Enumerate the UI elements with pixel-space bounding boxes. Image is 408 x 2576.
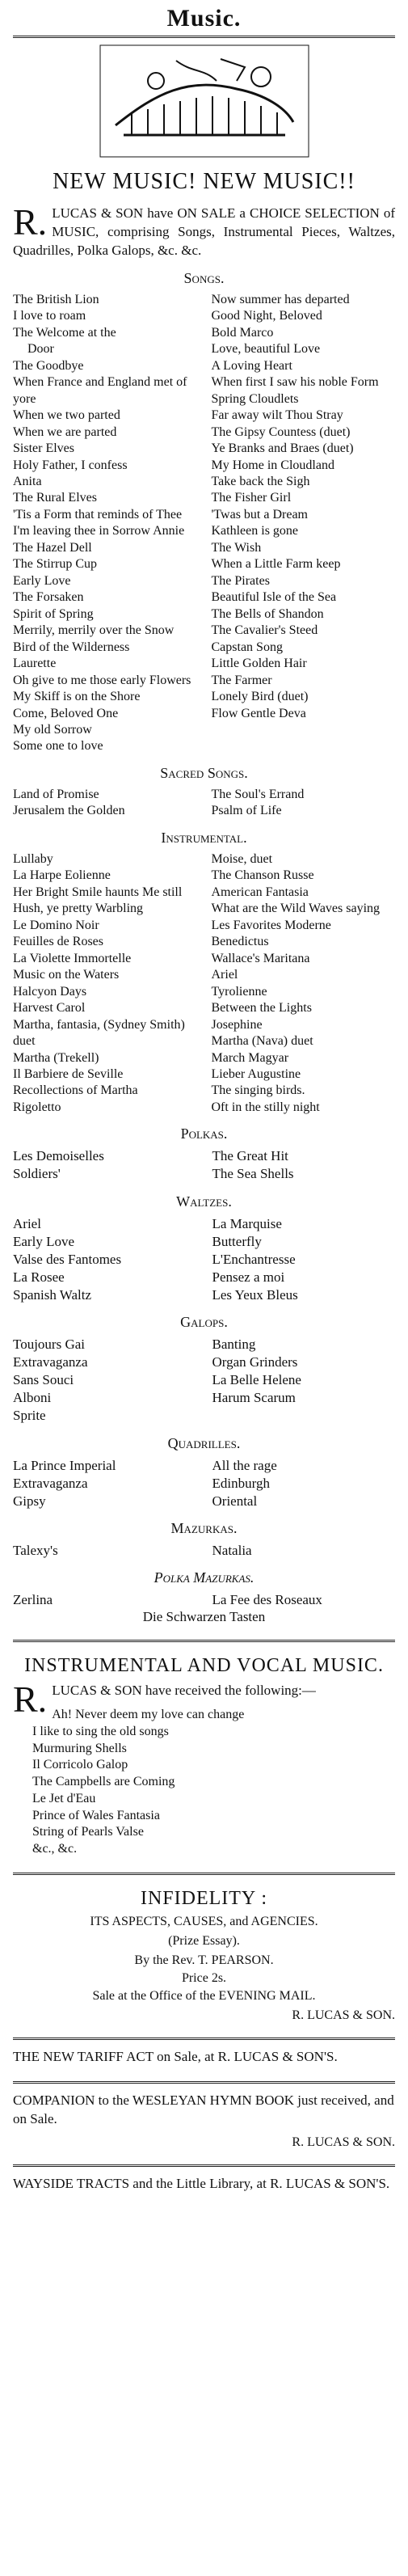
- intro-text: LUCAS & SON have ON SALE a CHOICE SELECTION of MUSIC, comprising Songs, Instrumental Pieces, Waltzes, Quadrilles, Polka Galops, &c. &c.: [13, 205, 395, 258]
- song-item: The Gipsy Countess (duet): [211, 424, 351, 439]
- instrumental-item: Halcyon Days: [13, 984, 87, 999]
- hymn-signature: R. LUCAS & SON.: [292, 2135, 395, 2149]
- quadrilles-title: Quadrilles.: [167, 1434, 241, 1451]
- song-item: Come, Beloved One: [13, 706, 119, 720]
- song-item: The Stirrup Cup: [13, 557, 97, 572]
- songs-title: Songs.: [183, 269, 225, 286]
- quadrille-item: All the rage: [212, 1457, 277, 1473]
- polka-mazurkas-columns: [13, 1591, 395, 1609]
- mazurkas-title: Mazurkas.: [170, 1519, 238, 1536]
- instrumental-vocal-item: Murmuring Shells: [32, 1741, 127, 1755]
- infidelity-sale: Sale at the Office of the EVENING MAIL.: [92, 1989, 316, 2004]
- instrumental-item: Lieber Augustine: [211, 1066, 301, 1081]
- dropcap-2: R.: [13, 1678, 48, 1720]
- instrumental-item: Oft in the stilly night: [211, 1100, 320, 1114]
- instrumental-title: Instrumental.: [161, 829, 247, 846]
- instrumental-item: Feuilles de Roses: [13, 935, 103, 949]
- songs-left-list: [13, 292, 197, 755]
- song-item: I love to roam: [13, 309, 86, 323]
- divider-2: [13, 1873, 395, 1875]
- waltz-item: Valse des Fantomes: [13, 1251, 122, 1267]
- song-item: Lonely Bird (duet): [211, 690, 309, 704]
- instrumental-item: The singing birds.: [211, 1083, 305, 1098]
- mazurkas-right: [212, 1542, 396, 1560]
- instrumental-item: Between the Lights: [211, 1001, 312, 1016]
- infidelity-line2: (Prize Essay).: [168, 1934, 240, 1949]
- song-item: The Forsaken: [13, 590, 84, 605]
- song-item: When France and England met of yore: [13, 375, 187, 406]
- instrumental-vocal-item: Ah! Never deem my love can change: [52, 1707, 245, 1721]
- song-item: A Loving Heart: [211, 358, 292, 373]
- song-item: Oh give to me those early Flowers: [13, 673, 191, 687]
- song-item: The Welcome at the: [13, 325, 116, 340]
- instrumental-vocal-item: I like to sing the old songs: [32, 1724, 169, 1738]
- song-item: When we two parted: [13, 408, 120, 423]
- music-instruments-illustration-icon: [99, 44, 309, 158]
- polka-mazurkas-title: Polka Mazurkas.: [154, 1569, 254, 1586]
- song-item: Some one to love: [13, 739, 103, 754]
- instrumental-item: Recollections of Martha: [13, 1083, 138, 1098]
- galops-left: [13, 1336, 196, 1425]
- sacred-right-list: [212, 787, 396, 820]
- songs-columns: [13, 292, 395, 755]
- instrumental-item: La Harpe Eolienne: [13, 868, 111, 883]
- page-title: Music.: [166, 5, 242, 32]
- song-item: My Home in Cloudland: [211, 458, 334, 472]
- polkas-right: [212, 1147, 396, 1183]
- galops-columns: [13, 1336, 395, 1425]
- instrumental-item: Harvest Carol: [13, 1001, 86, 1016]
- song-item: Sister Elves: [13, 441, 74, 456]
- instrumental-left-list: [13, 851, 197, 1117]
- infidelity-notice: [13, 1888, 395, 2023]
- polkas-title: Polkas.: [180, 1125, 228, 1142]
- instrumental-vocal-item: String of Pearls Valse: [32, 1825, 144, 1839]
- infidelity-author: By the Rev. T. PEARSON.: [134, 1953, 274, 1968]
- polka-mazurkas-left: [13, 1591, 196, 1609]
- waltz-item: Pensez a moi: [212, 1269, 285, 1285]
- instrumental-item: Her Bright Smile haunts Me still: [13, 885, 183, 899]
- song-item: The Goodbye: [13, 358, 84, 373]
- polkas-columns: [13, 1147, 395, 1183]
- instrumental-item: What are the Wild Waves saying: [211, 902, 381, 916]
- song-item: When we are parted: [13, 424, 117, 439]
- song-item: Little Golden Hair: [211, 657, 307, 671]
- song-item: Love, beautiful Love: [211, 342, 321, 357]
- polkas-left: [13, 1147, 196, 1183]
- polka-item: Les Demoiselles: [13, 1148, 104, 1164]
- instrumental-item: Les Favorites Moderne: [211, 918, 331, 932]
- instrumental-item: American Fantasia: [211, 885, 309, 899]
- galops-right: [212, 1336, 396, 1425]
- galop-item: Sprite: [13, 1408, 46, 1424]
- polka-item: The Great Hit: [212, 1148, 288, 1164]
- infidelity-line1: ITS ASPECTS, CAUSES, and AGENCIES.: [90, 1915, 318, 1929]
- song-item: Door: [27, 342, 54, 357]
- galops-title: Galops.: [180, 1314, 228, 1331]
- song-item: The Bells of Shandon: [211, 606, 324, 621]
- waltz-item: La Marquise: [212, 1215, 282, 1231]
- mazurkas-columns: [13, 1542, 395, 1560]
- galop-item: Toujours Gai: [13, 1337, 85, 1353]
- quadrilles-columns: [13, 1457, 395, 1510]
- galop-item: Alboni: [13, 1390, 52, 1406]
- instrumental-vocal-intro-text: LUCAS & SON have received the following:—: [52, 1682, 316, 1698]
- page-header: [13, 5, 395, 38]
- galop-item: La Belle Helene: [212, 1372, 301, 1388]
- song-item: Capstan Song: [211, 640, 283, 654]
- galop-item: Banting: [212, 1337, 256, 1353]
- polka-mazurka-item: La Fee des Roseaux: [212, 1591, 322, 1607]
- instrumental-vocal-heading: INSTRUMENTAL AND VOCAL MUSIC.: [24, 1654, 384, 1676]
- hymn-notice: COMPANION to the WESLEYAN HYMN BOOK just received, and on Sale.: [13, 2092, 394, 2126]
- instrumental-item: Hush, ye pretty Warbling: [13, 902, 144, 916]
- waltz-item: Ariel: [13, 1215, 41, 1231]
- waltz-item: Spanish Waltz: [13, 1286, 92, 1303]
- song-item: Kathleen is gone: [211, 524, 299, 538]
- instrumental-vocal-item: The Campbells are Coming: [32, 1775, 175, 1789]
- song-item: Bold Marco: [211, 325, 274, 340]
- divider-4: [13, 2081, 395, 2084]
- instrumental-vocal-item: Le Jet d'Eau: [32, 1791, 96, 1805]
- sacred-songs-title: Sacred Songs.: [160, 764, 248, 781]
- instrumental-item: Martha, fantasia, (Sydney Smith) duet: [13, 1017, 185, 1049]
- tariff-notice: THE NEW TARIFF ACT on Sale, at R. LUCAS & SON'S.: [13, 2049, 338, 2065]
- waltz-item: La Rosee: [13, 1269, 65, 1285]
- quadrille-item: Extravaganza: [13, 1475, 88, 1491]
- song-item: The Rural Elves: [13, 491, 97, 505]
- instrumental-item: March Magyar: [211, 1050, 289, 1065]
- instrumental-item: The Chanson Russe: [211, 868, 314, 883]
- waltzes-right: [212, 1215, 396, 1304]
- galop-item: Extravaganza: [13, 1354, 88, 1370]
- polka-mazurkas-center: Die Schwarzen Tasten: [142, 1608, 266, 1624]
- song-item: Good Night, Beloved: [211, 309, 322, 323]
- waltz-item: Early Love: [13, 1233, 74, 1249]
- banner: [13, 44, 395, 158]
- song-item: Beautiful Isle of the Sea: [211, 590, 337, 605]
- sacred-song-item: Jerusalem the Golden: [13, 804, 125, 818]
- instrumental-vocal-item: Prince of Wales Fantasia: [32, 1808, 160, 1822]
- song-item: When first I saw his noble Form: [211, 375, 379, 390]
- quadrilles-right: [212, 1457, 396, 1510]
- polka-item: Soldiers': [13, 1166, 61, 1182]
- song-item: Now summer has departed: [211, 292, 350, 306]
- instrumental-item: Le Domino Noir: [13, 918, 99, 932]
- instrumental-vocal-item: &c., &c.: [32, 1842, 78, 1856]
- quadrille-item: La Prince Imperial: [13, 1457, 116, 1473]
- instrumental-item: Ariel: [211, 968, 238, 982]
- instrumental-item: Lullaby: [13, 851, 53, 866]
- instrumental-item: Martha (Nava) duet: [211, 1034, 313, 1049]
- instrumental-item: Moise, duet: [211, 851, 273, 866]
- instrumental-vocal-notice: [13, 1655, 395, 1858]
- song-item: Spirit of Spring: [13, 606, 94, 621]
- song-item: The Fisher Girl: [211, 491, 292, 505]
- song-item: The Farmer: [211, 673, 272, 687]
- sacred-columns: [13, 787, 395, 820]
- instrumental-item: Music on the Waters: [13, 968, 120, 982]
- waltz-item: Butterfly: [212, 1233, 262, 1249]
- instrumental-item: Benedictus: [211, 935, 269, 949]
- mazurkas-left: [13, 1542, 196, 1560]
- polka-mazurkas-right: [212, 1591, 396, 1609]
- infidelity-signature: R. LUCAS & SON.: [292, 2008, 395, 2023]
- infidelity-heading: INFIDELITY :: [140, 1888, 268, 1910]
- sacred-song-item: Psalm of Life: [211, 804, 282, 818]
- quadrille-item: Edinburgh: [212, 1475, 270, 1491]
- polka-mazurka-item: Zerlina: [13, 1591, 53, 1607]
- song-item: Bird of the Wilderness: [13, 640, 130, 654]
- song-item: Far away wilt Thou Stray: [211, 408, 343, 423]
- sacred-left-list: [13, 787, 197, 820]
- instrumental-item: La Violette Immortelle: [13, 951, 132, 965]
- intro-paragraph: [13, 201, 395, 260]
- songs-right-list: [212, 292, 396, 755]
- infidelity-price: Price 2s.: [181, 1971, 227, 1986]
- song-item: My Skiff is on the Shore: [13, 690, 141, 704]
- polka-item: The Sea Shells: [212, 1166, 294, 1182]
- song-item: My old Sorrow: [13, 723, 92, 737]
- instrumental-right-list: [212, 851, 396, 1117]
- instrumental-columns: [13, 851, 395, 1117]
- quadrille-item: Oriental: [212, 1493, 258, 1509]
- song-item: The Cavalier's Steed: [211, 623, 318, 638]
- waltzes-left: [13, 1215, 196, 1304]
- song-item: The British Lion: [13, 292, 99, 306]
- song-item: The Pirates: [211, 573, 270, 588]
- newspaper-page: [0, 5, 408, 2194]
- sacred-song-item: The Soul's Errand: [211, 787, 305, 801]
- song-item: 'Tis a Form that reminds of Thee: [13, 507, 183, 522]
- dropcap: R.: [13, 201, 48, 243]
- instrumental-item: Rigoletto: [13, 1100, 61, 1114]
- song-item: When a Little Farm keep: [211, 557, 341, 572]
- instrumental-item: Martha (Trekell): [13, 1050, 99, 1065]
- divider: [13, 1640, 395, 1642]
- galop-item: Sans Souci: [13, 1372, 74, 1388]
- instrumental-item: Tyrolienne: [211, 984, 267, 999]
- divider-5: [13, 2164, 395, 2167]
- instrumental-item: Josephine: [211, 1017, 263, 1032]
- song-item: Flow Gentle Deva: [211, 706, 306, 720]
- instrumental-vocal-item: Il Corricolo Galop: [32, 1758, 128, 1772]
- song-item: Ye Branks and Braes (duet): [211, 441, 354, 456]
- waltz-item: Les Yeux Bleus: [212, 1286, 298, 1303]
- song-item: I'm leaving thee in Sorrow Annie: [13, 524, 185, 538]
- mazurka-item: Natalia: [212, 1542, 252, 1558]
- mazurka-item: Talexy's: [13, 1542, 58, 1558]
- song-item: Holy Father, I confess: [13, 458, 128, 472]
- quadrilles-left: [13, 1457, 196, 1510]
- divider-3: [13, 2038, 395, 2040]
- instrumental-item: Wallace's Maritana: [211, 951, 310, 965]
- song-item: Spring Cloudlets: [211, 391, 299, 406]
- galop-item: Organ Grinders: [212, 1354, 298, 1370]
- waltzes-columns: [13, 1215, 395, 1304]
- quadrille-item: Gipsy: [13, 1493, 46, 1509]
- song-item: The Wish: [211, 540, 262, 555]
- song-item: The Hazel Dell: [13, 540, 92, 555]
- song-item: Laurette: [13, 657, 57, 671]
- waltzes-title: Waltzes.: [176, 1193, 232, 1210]
- new-music-heading: NEW MUSIC! NEW MUSIC!!: [53, 169, 355, 194]
- galop-item: Harum Scarum: [212, 1390, 296, 1406]
- song-item: 'Twas but a Dream: [211, 507, 308, 522]
- waltz-item: L'Enchantresse: [212, 1251, 296, 1267]
- instrumental-vocal-items: [32, 1707, 395, 1858]
- song-item: Merrily, merrily over the Snow: [13, 623, 175, 638]
- sacred-song-item: Land of Promise: [13, 787, 99, 801]
- song-item: Anita: [13, 474, 42, 488]
- wayside-notice: WAYSIDE TRACTS and the Little Library, at R. LUCAS & SON'S.: [13, 2175, 390, 2191]
- instrumental-item: Il Barbiere de Seville: [13, 1066, 124, 1081]
- song-item: Early Love: [13, 573, 71, 588]
- song-item: Take back the Sigh: [211, 474, 310, 488]
